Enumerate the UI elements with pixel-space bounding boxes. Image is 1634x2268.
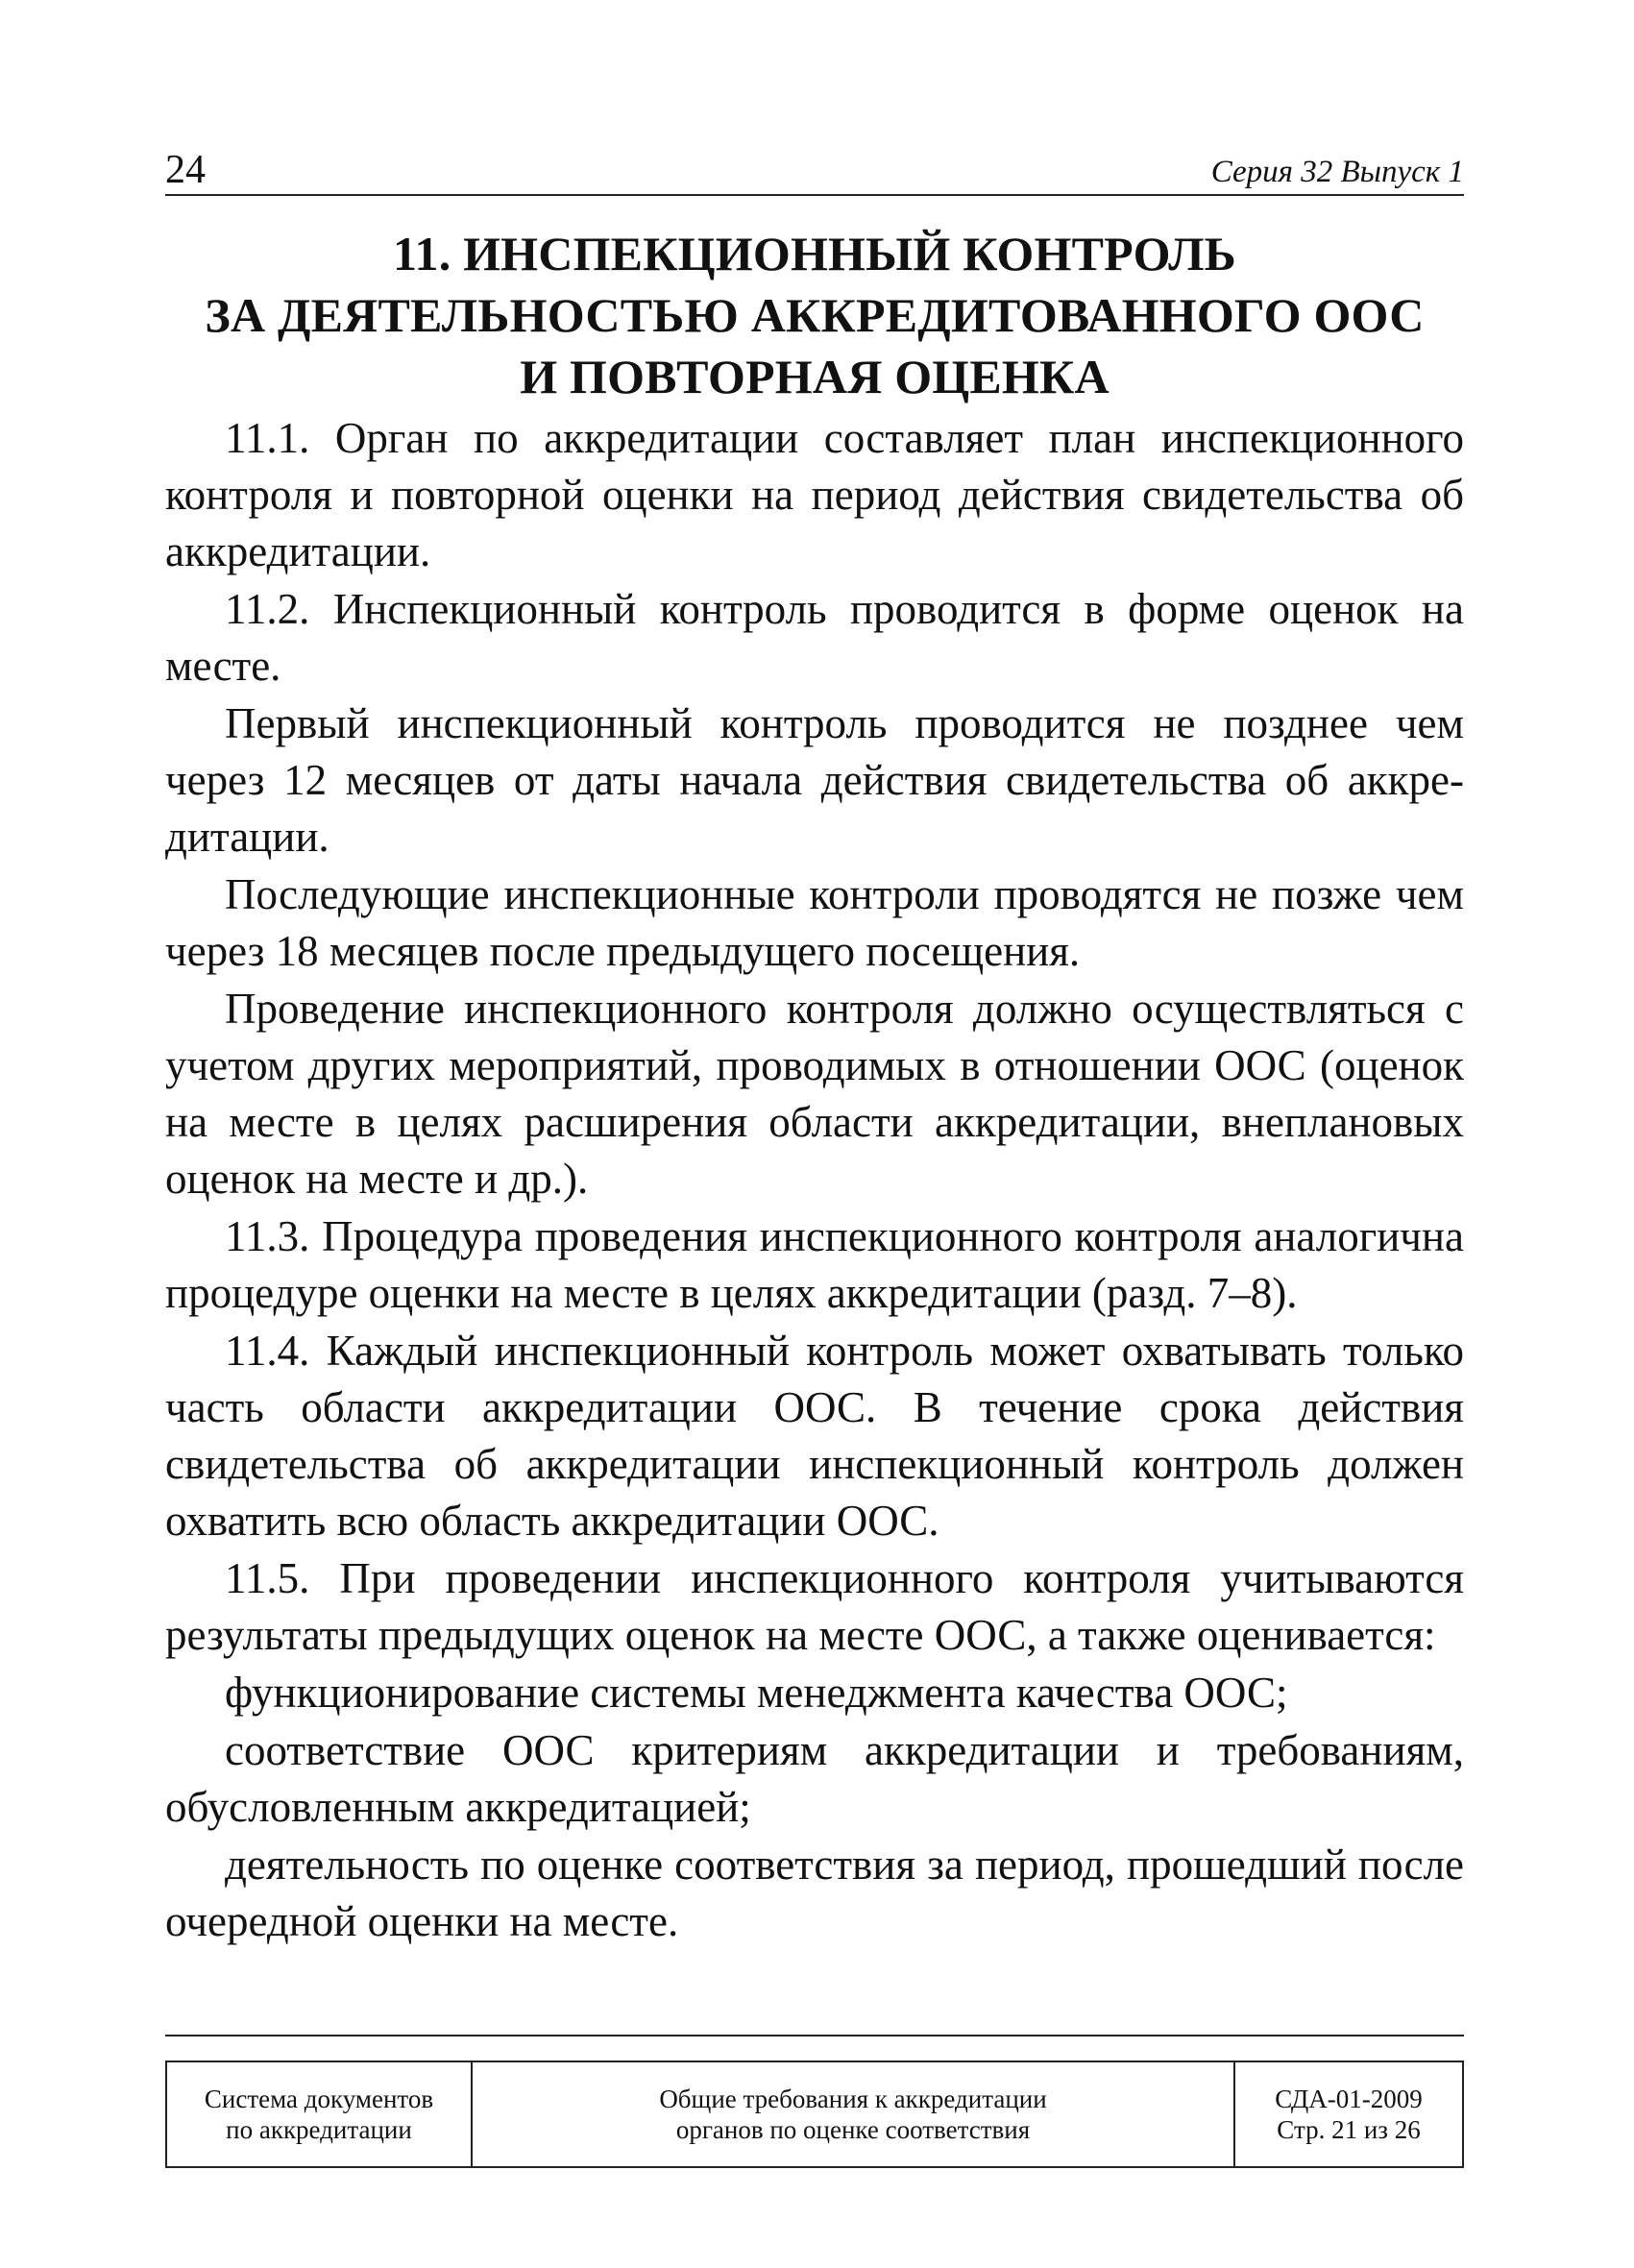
footer-system-line-2: по аккредитации (226, 2115, 412, 2144)
paragraph-11-4: 11.4. Каждый инспекционный контроль может охватывать только часть области аккредитации ООС. В течение срока действия свидетельства об аккредитации инспекционный контроль должен охватить всю область аккредитации ООС. (165, 1327, 1464, 1545)
heading-line-1: 11. ИНСПЕКЦИОННЫЙ КОНТРОЛЬ (393, 227, 1236, 280)
footer-page-count: Стр. 21 из 26 (1277, 2115, 1421, 2144)
heading-line-3: И ПОВТОРНАЯ ОЦЕНКА (520, 350, 1110, 403)
list-item-criteria-compliance: соответствие ООС критериям аккредитации и требованиям, обусловленным аккредитацией; (165, 1726, 1464, 1831)
footer-title-line-2: органов по оценке соответствия (675, 2115, 1031, 2144)
heading-line-2: ЗА ДЕЯТЕЛЬНОСТЬЮ АККРЕДИТОВАННОГО ООС (205, 288, 1425, 342)
footer-code-cell (1235, 2062, 1462, 2166)
footer-title-line-1: Общие требования к аккредитации (659, 2085, 1047, 2113)
paragraph-11-1: 11.1. Орган по аккредитации составляет план инспекционного контроля и повторной оценки на период действия свидетельства об аккредитации. (165, 414, 1464, 575)
footer-table (165, 2061, 1464, 2168)
paragraph-first-inspection: Первый инспекционный контроль проводится не позднее чем через 12 месяцев от даты начала действия свидетельства об аккредитации. (165, 699, 1464, 861)
paragraph-subsequent-inspections: Последующие инспекционные контроли проводятся не позже чем через 18 месяцев после предыдущего посещения. (165, 870, 1464, 975)
footer-document-code: СДА-01-2009 (1275, 2085, 1423, 2113)
series-label: Серия 32 Выпуск 1 (1210, 155, 1464, 189)
paragraph-inspection-conduct: Проведение инспекционного контроля должно осуществляться с учетом других мероприятий, проводимых в отношении ООС (оценок на месте в целях расширения области аккредитации, внеплановых оценок на месте и др.). (165, 985, 1464, 1203)
paragraph-11-5: 11.5. При проведении инспекционного контроля учитываются результаты предыдущих оценок на месте ООС, а также оценивается: (165, 1554, 1464, 1659)
section-heading (165, 223, 1464, 407)
paragraph-11-3: 11.3. Процедура проведения инспекционного контроля аналогична процедуре оценки на месте в целях аккредитации (разд. 7–8). (165, 1212, 1464, 1317)
paragraph-11-2: 11.2. Инспекционный контроль проводится в форме оценок на месте. (165, 585, 1464, 690)
body-text (165, 410, 1464, 1950)
page-number: 24 (165, 148, 206, 192)
running-header (165, 144, 1464, 196)
footer-title-cell (473, 2062, 1235, 2166)
list-item-assessment-activity: деятельность по оценке соответствия за период, прошедший после очередной оценки на месте. (165, 1841, 1464, 1945)
footer-system-cell (167, 2062, 473, 2166)
list-item-quality-system: функционирование системы менеджмента качества ООС; (225, 1669, 1288, 1717)
footer-divider (165, 2035, 1464, 2036)
footer-system-line-1: Система документов (204, 2085, 434, 2113)
